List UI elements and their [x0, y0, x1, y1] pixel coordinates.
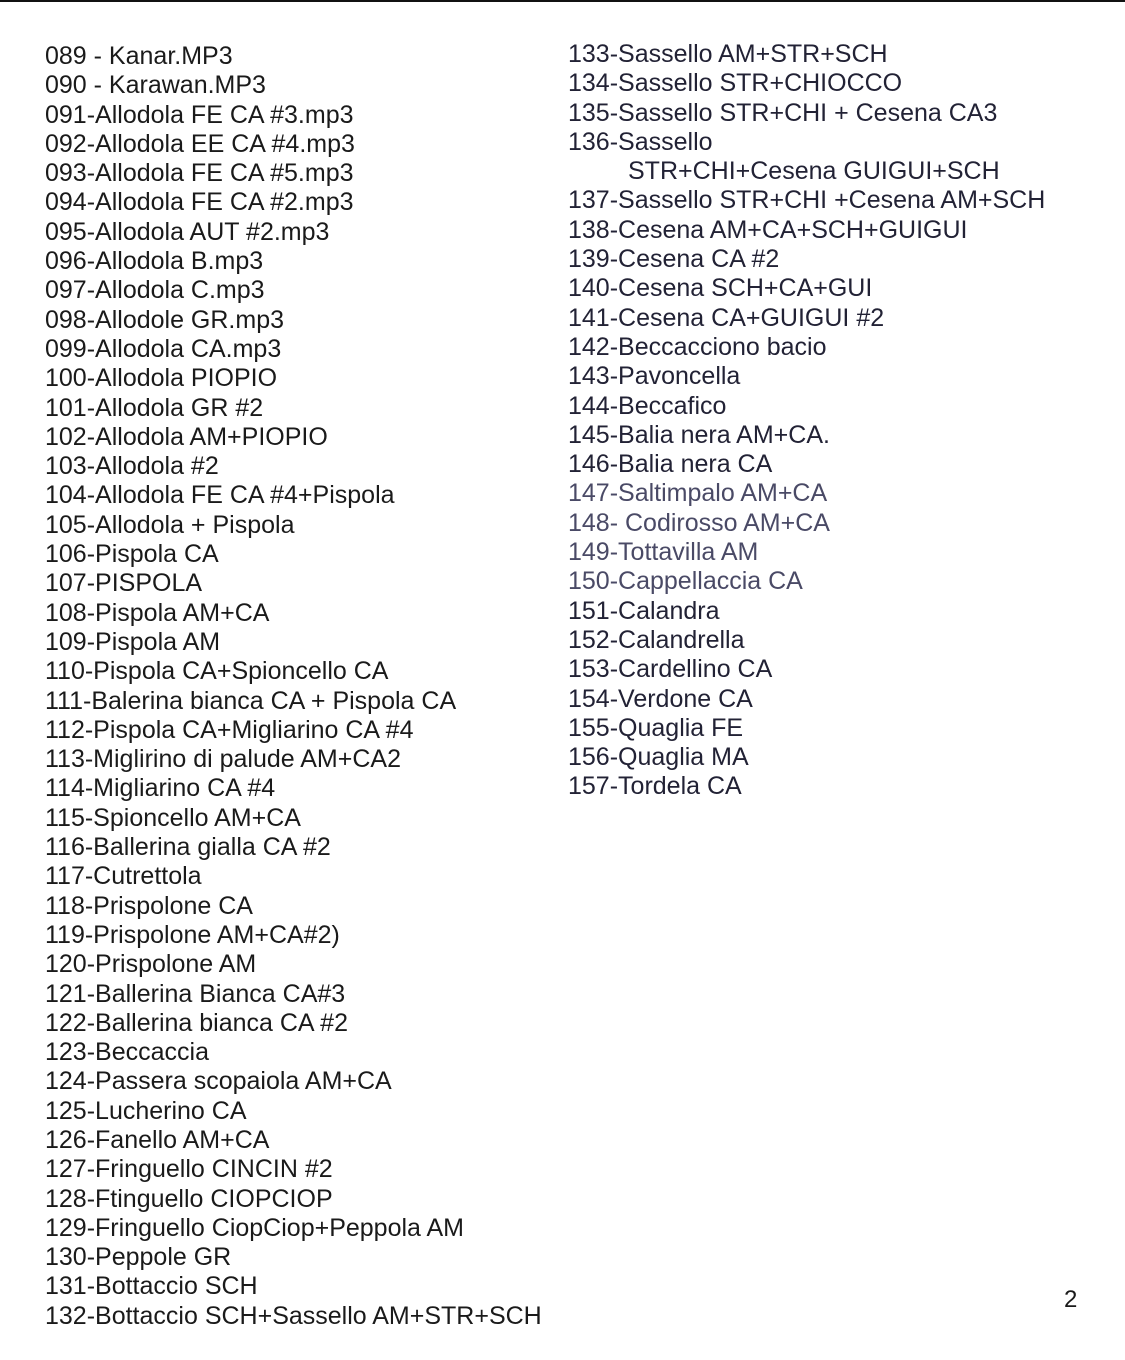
list-item: 092-Allodola EE CA #4.mp3: [45, 129, 355, 158]
list-item: 121-Ballerina Bianca CA#3: [45, 979, 346, 1008]
list-item: 101-Allodola GR #2: [45, 393, 264, 422]
list-item: 109-Pispola AM: [45, 627, 221, 656]
list-item: 126-Fanello AM+CA: [45, 1125, 270, 1154]
list-item: 143-Pavoncella: [568, 362, 741, 391]
list-item: 133-Sassello AM+STR+SCH: [568, 40, 888, 68]
list-item: 102-Allodola AM+PIOPIO: [45, 422, 328, 451]
list-item: 104-Allodola FE CA #4+Pispola: [45, 481, 395, 510]
list-item: 097-Allodola C.mp3: [45, 276, 265, 305]
list-item: 122-Ballerina bianca CA #2: [45, 1008, 348, 1037]
list-item: 117-Cutrettola: [45, 862, 202, 891]
track-list-left-column: [45, 42, 565, 1331]
list-item: 153-Cardellino CA: [568, 655, 773, 684]
list-item: 090 - Karawan.MP3: [45, 71, 266, 100]
list-item: 095-Allodola AUT #2.mp3: [45, 217, 330, 246]
list-item: 151-Calandra: [568, 596, 720, 625]
list-item: 120-Prispolone AM: [45, 950, 257, 979]
list-item: 106-Pispola CA: [45, 540, 219, 569]
list-item: 145-Balia nera AM+CA.: [568, 420, 830, 449]
list-item: 132-Bottaccio SCH+Sassello AM+STR+SCH: [45, 1301, 542, 1330]
list-item: 116-Ballerina gialla CA #2: [45, 833, 331, 862]
list-item: 138-Cesena AM+CA+SCH+GUIGUI: [568, 215, 968, 244]
list-item: 123-Beccaccia: [45, 1038, 209, 1067]
list-item: 129-Fringuello CiopCiop+Peppola AM: [45, 1213, 465, 1242]
list-item: 099-Allodola CA.mp3: [45, 334, 282, 363]
list-item: 147-Saltimpalo AM+CA: [568, 479, 828, 508]
list-item: 136-Sassello: [568, 127, 713, 156]
top-border-line: [0, 0, 1125, 2]
list-item: 124-Passera scopaiola AM+CA: [45, 1067, 392, 1096]
list-item: 096-Allodola B.mp3: [45, 247, 264, 276]
list-item: 139-Cesena CA #2: [568, 245, 780, 274]
list-item: 157-Tordela CA: [568, 772, 742, 801]
list-item: 105-Allodola + Pispola: [45, 510, 295, 539]
list-item: 135-Sassello STR+CHI + Cesena CA3: [568, 98, 998, 127]
list-item: 149-Tottavilla AM: [568, 538, 759, 567]
list-item: 113-Miglirino di palude AM+CA2: [45, 745, 401, 774]
list-item: 146-Balia nera CA: [568, 450, 773, 479]
list-item: 125-Lucherino CA: [45, 1096, 247, 1125]
list-item: 091-Allodola FE CA #3.mp3: [45, 100, 354, 129]
list-item: 115-Spioncello AM+CA: [45, 803, 301, 832]
list-item: 110-Pispola CA+Spioncello CA: [45, 657, 389, 686]
list-item: 142-Beccacciono bacio: [568, 332, 827, 361]
list-item: 114-Migliarino CA #4: [45, 774, 276, 803]
list-item: 103-Allodola #2: [45, 452, 219, 481]
list-item: 093-Allodola FE CA #5.mp3: [45, 159, 354, 188]
track-list-right-column: [568, 40, 1108, 802]
list-item: 094-Allodola FE CA #2.mp3: [45, 188, 354, 217]
list-item: 131-Bottaccio SCH: [45, 1272, 258, 1301]
list-item: 137-Sassello STR+CHI +Cesena AM+SCH: [568, 186, 1046, 215]
page-number: 2: [1064, 1286, 1078, 1313]
list-item: 100-Allodola PIOPIO: [45, 364, 278, 393]
list-item: 107-PISPOLA: [45, 569, 203, 598]
list-item: 141-Cesena CA+GUIGUI #2: [568, 303, 885, 332]
list-item: 089 - Kanar.MP3: [45, 42, 233, 70]
list-item: 112-Pispola CA+Migliarino CA #4: [45, 715, 414, 744]
list-item-continuation: STR+CHI+Cesena GUIGUI+SCH: [628, 157, 1000, 186]
list-item: 130-Peppole GR: [45, 1243, 232, 1272]
list-item: 108-Pispola AM+CA: [45, 598, 270, 627]
list-item: 156-Quaglia MA: [568, 743, 749, 772]
list-item: 111-Balerina bianca CA + Pispola CA: [45, 686, 457, 715]
list-item: 118-Prispolone CA: [45, 891, 253, 920]
list-item: 128-Ftinguello CIOPCIOP: [45, 1184, 333, 1213]
list-item: 119-Prispolone AM+CA#2): [45, 920, 340, 949]
list-item: 127-Fringuello CINCIN #2: [45, 1155, 333, 1184]
list-item: 148- Codirosso AM+CA: [568, 508, 830, 537]
list-item: 098-Allodole GR.mp3: [45, 305, 285, 334]
list-item: 154-Verdone CA: [568, 684, 753, 713]
list-item: 155-Quaglia FE: [568, 713, 744, 742]
list-item: 152-Calandrella: [568, 625, 745, 654]
list-item: 144-Beccafico: [568, 391, 727, 420]
list-item: 140-Cesena SCH+CA+GUI: [568, 274, 873, 303]
list-item: 134-Sassello STR+CHIOCCO: [568, 69, 903, 98]
list-item: 150-Cappellaccia CA: [568, 567, 803, 596]
